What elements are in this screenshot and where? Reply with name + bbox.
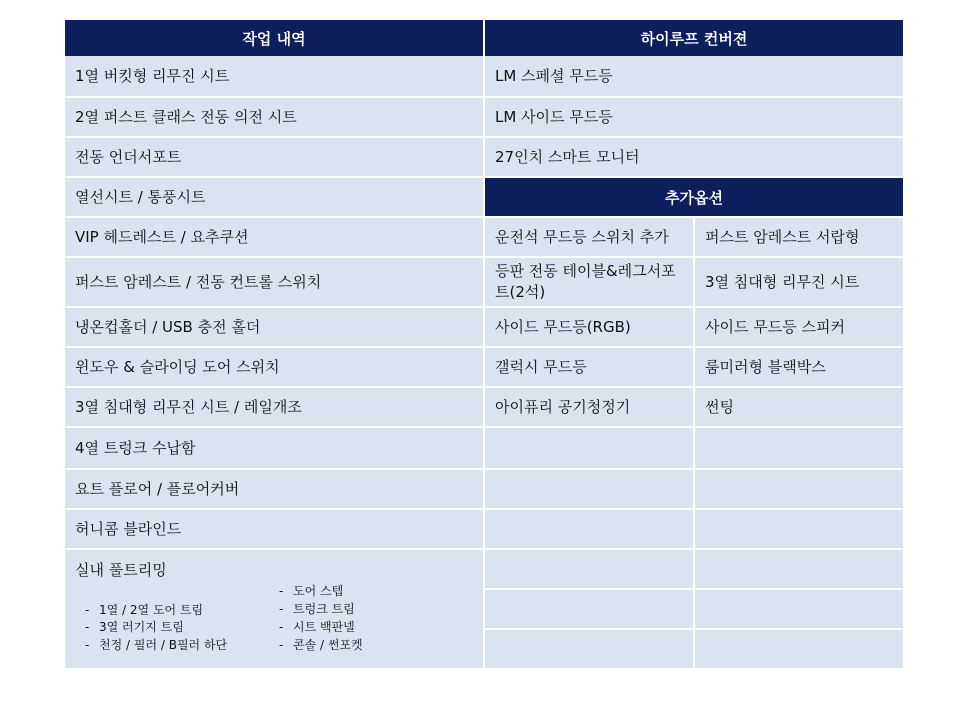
column-divider [693,218,695,668]
left-item: 열선시트 / 통풍시트 [65,178,483,216]
conversion-item: LM 스페셜 무드등 [485,56,903,96]
option-item: 사이드 무드등(RGB) [485,308,693,346]
empty-cell [485,428,693,468]
conversion-header: 하이루프 컨버젼 [485,20,903,56]
work-history-header: 작업 내역 [65,20,483,56]
conversion-item: 27인치 스마트 모니터 [485,138,903,176]
trimming-sub-item: - 1열 / 2열 도어 트림 [85,603,204,617]
row-divider [65,386,903,388]
left-item: 요트 플로어 / 플로어커버 [65,470,483,508]
option-item: 3열 침대형 리무진 시트 [695,258,903,306]
empty-cell [485,550,693,588]
row-divider [65,256,903,258]
option-item: 퍼스트 암레스트 서랍형 [695,218,903,256]
option-item: 등판 전동 테이블&레그서포트(2석) [485,258,693,306]
empty-cell [695,510,903,548]
left-item: 전동 언더서포트 [65,138,483,176]
trimming-sub-item: - 도어 스텝 [279,584,344,598]
trimming-sub-item: - 콘솔 / 썬포켓 [279,638,363,652]
row-divider [65,136,903,138]
empty-cell [485,510,693,548]
left-item: 허니콤 블라인드 [65,510,483,548]
option-item: 룸미러형 블랙박스 [695,348,903,386]
row-divider [65,306,903,308]
trimming-sub-item: - 시트 백판넬 [279,620,355,634]
left-item: VIP 헤드레스트 / 요추쿠션 [65,218,483,256]
left-item: 윈도우 & 슬라이딩 도어 스위치 [65,348,483,386]
empty-cell [485,470,693,508]
row-divider [65,508,903,510]
empty-cell [695,550,903,588]
empty-cell [485,590,693,628]
work-table [65,20,903,668]
left-item: 냉온컵홀더 / USB 충전 홀더 [65,308,483,346]
row-divider [65,176,903,178]
option-item: 운전석 무드등 스위치 추가 [485,218,693,256]
trimming-sub-item: - 천정 / 필러 / B필러 하단 [85,638,228,652]
options-header: 추가옵션 [485,178,903,216]
empty-cell [695,470,903,508]
option-item: 갤럭시 무드등 [485,348,693,386]
option-item: 썬팅 [695,388,903,426]
row-divider [65,548,903,550]
row-divider [65,96,903,98]
empty-cell [695,428,903,468]
left-item: 3열 침대형 리무진 시트 / 레일개조 [65,388,483,426]
conversion-item: LM 사이드 무드등 [485,98,903,136]
left-item: 실내 풀트리밍 [65,550,483,590]
row-divider [485,588,903,590]
option-item: 사이드 무드등 스피커 [695,308,903,346]
left-item: 1열 버킷형 리무진 시트 [65,56,483,96]
left-item: 2열 퍼스트 클래스 전동 의전 시트 [65,98,483,136]
row-divider [65,468,903,470]
empty-cell [485,630,693,668]
empty-cell [695,630,903,668]
row-divider [65,426,903,428]
trimming-sub-item: - 3열 러기지 트림 [85,620,184,634]
trimming-sub-item: - 트렁크 트림 [279,602,355,616]
empty-cell [695,590,903,628]
left-item: 4열 트렁크 수납함 [65,428,483,468]
row-divider [65,346,903,348]
option-item: 아이퓨리 공기청정기 [485,388,693,426]
row-divider [65,216,903,218]
left-item: 퍼스트 암레스트 / 전동 컨트롤 스위치 [65,258,483,306]
column-divider [483,20,485,668]
row-divider [485,628,903,630]
